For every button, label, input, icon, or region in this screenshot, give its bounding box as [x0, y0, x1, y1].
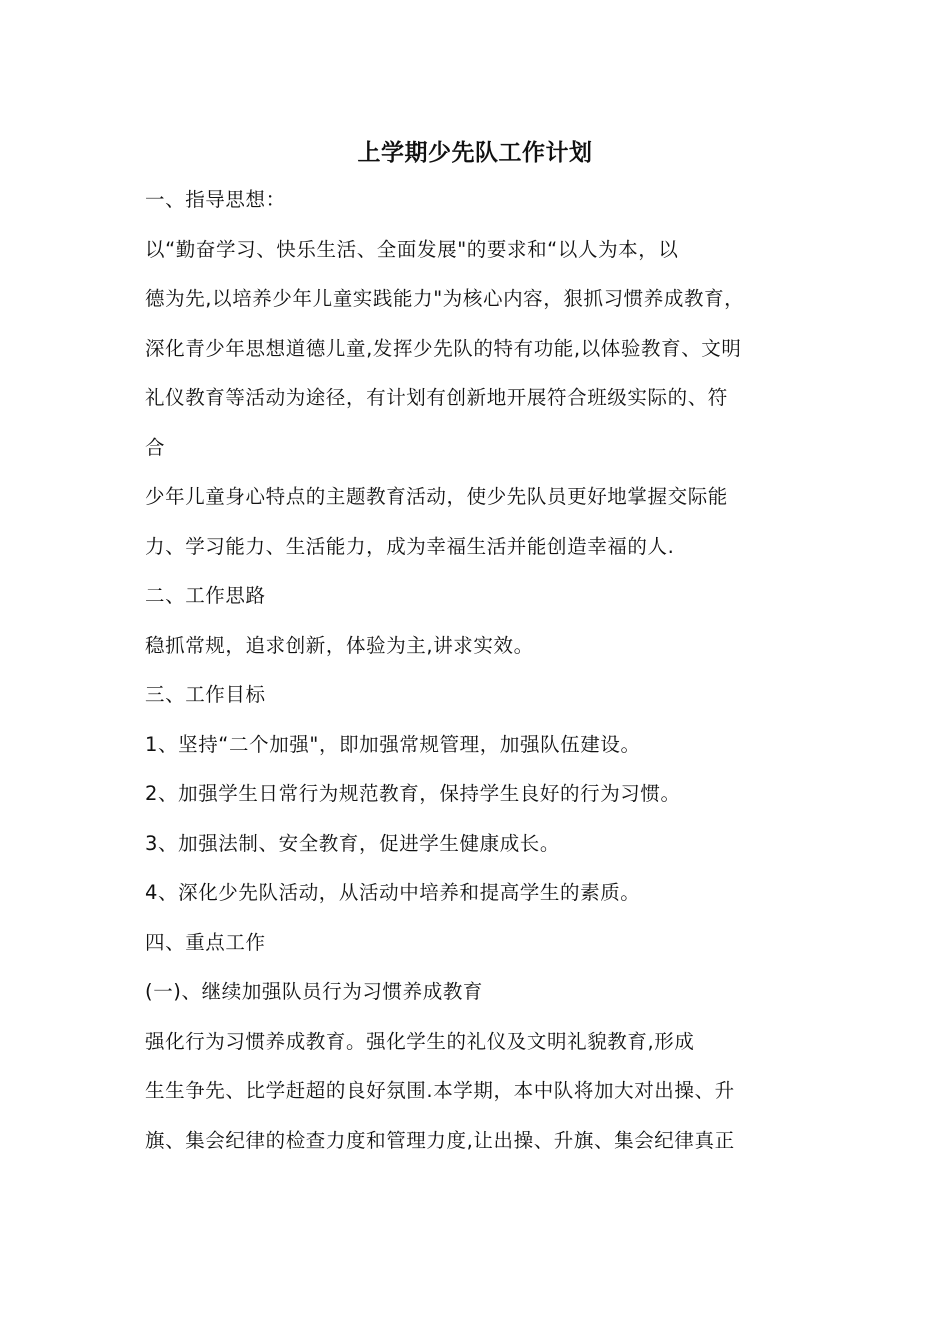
- subsection-heading: (一)、继续加强队员行为习惯养成教育: [145, 980, 484, 1003]
- paragraph-line: 生生争先、比学赶超的良好氛围.本学期，本中队将加大对出操、升: [145, 1079, 735, 1102]
- paragraph-line: 以“勤奋学习、快乐生活、全面发展"的要求和“以人为本，以: [145, 237, 679, 261]
- paragraph-line: 合: [145, 435, 166, 459]
- list-item: 3、加强法制、安全教育，促进学生健康成长。: [145, 831, 561, 855]
- section-heading-work-approach: 二、工作思路: [145, 584, 266, 607]
- list-item: 1、坚持“二个加强"，即加强常规管理，加强队伍建设。: [145, 732, 641, 756]
- document-title: 上学期少先队工作计划: [357, 140, 593, 166]
- paragraph-line: 强化行为习惯养成教育。强化学生的礼仪及文明礼貌教育,形成: [145, 1029, 695, 1053]
- paragraph-line: 旗、集会纪律的检查力度和管理力度,让出操、升旗、集会纪律真正: [145, 1128, 735, 1152]
- paragraph-line: 礼仪教育等活动为途径，有计划有创新地开展符合班级实际的、符: [145, 386, 728, 409]
- section-heading-key-work: 四、重点工作: [145, 930, 266, 954]
- paragraph-line: 德为先,以培养少年儿童实践能力"为核心内容，狠抓习惯养成教育，: [145, 287, 745, 310]
- section-heading-guiding-ideology: 一、指导思想：: [145, 188, 286, 211]
- paragraph-line: 力、学习能力、生活能力，成为幸福生活并能创造幸福的人.: [145, 534, 675, 558]
- paragraph-line: 稳抓常规，追求创新，体验为主,讲求实效。: [145, 633, 534, 657]
- section-heading-work-goals: 三、工作目标: [145, 683, 266, 706]
- list-item: 2、加强学生日常行为规范教育，保持学生良好的行为习惯。: [145, 782, 681, 805]
- document-body: [145, 183, 835, 1173]
- list-item: 4、深化少先队活动，从活动中培养和提高学生的素质。: [145, 881, 641, 904]
- paragraph-line: 少年儿童身心特点的主题教育活动，使少先队员更好地掌握交际能: [145, 485, 728, 508]
- paragraph-line: 深化青少年思想道德儿童,发挥少先队的特有功能,以体验教育、文明: [145, 336, 742, 360]
